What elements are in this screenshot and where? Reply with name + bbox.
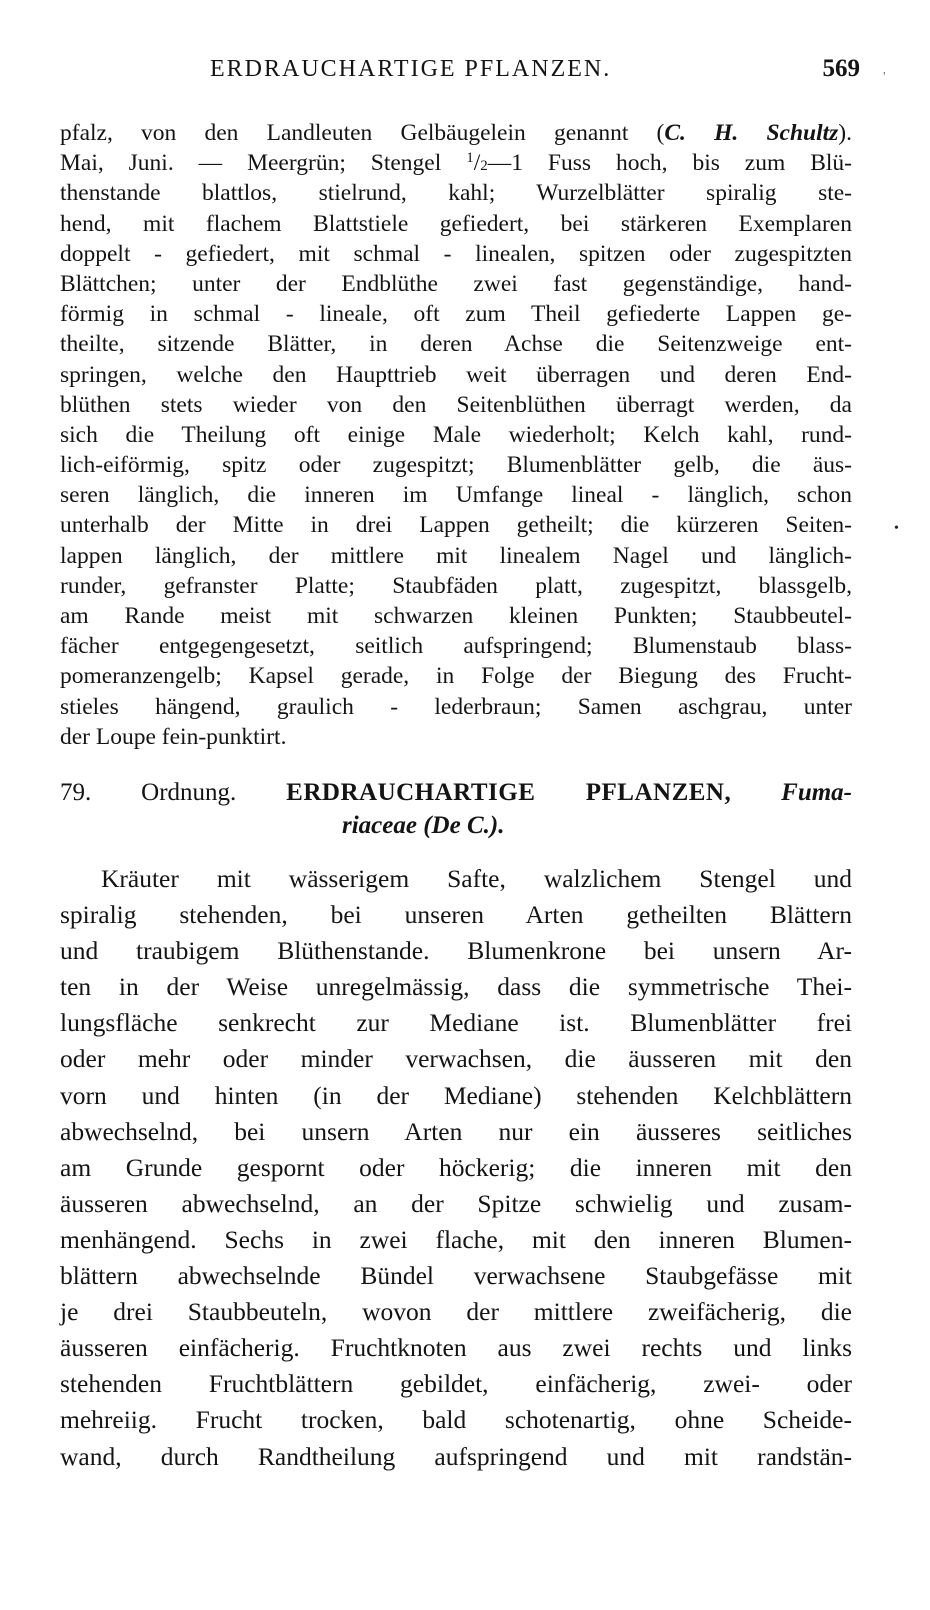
text-line: Blättchen; unter der Endblüthe zwei fast gegenständige, hand- xyxy=(60,270,852,297)
text-line: am Grunde gespornt oder höckerig; die inneren mit den xyxy=(60,1152,852,1182)
heading-line xyxy=(60,775,852,811)
text-line: doppelt - gefiedert, mit schmal - linealen, spitzen oder zugespitzten xyxy=(60,240,852,267)
species-description xyxy=(60,118,852,752)
order-number: 79. Ordnung. xyxy=(60,779,237,806)
text-line: pomeranzengelb; Kapsel gerade, in Folge der Biegung des Frucht- xyxy=(60,663,852,690)
text-line: je drei Staubbeuteln, wovon der mittlere zweifächerig, die xyxy=(60,1297,852,1327)
text-line: runder, gefranster Platte; Staubfäden platt, zugespitzt, blassgelb, xyxy=(60,572,852,599)
text-line: blättern abwechselnde Bündel verwachsene Staubgefässe mit xyxy=(60,1261,852,1291)
fraction-numerator: 1 xyxy=(466,150,474,167)
latin-name-continued: riaceae (De C.). xyxy=(342,812,505,839)
latin-name: Fuma- xyxy=(781,779,852,806)
text-line: seren länglich, die inneren im Umfange lineal - länglich, schon xyxy=(60,482,852,509)
text-line: ten in der Weise unregelmässig, dass die symmetrische Thei- xyxy=(60,972,852,1002)
text-line: menhängend. Sechs in zwei flache, mit den inneren Blumen- xyxy=(60,1224,852,1254)
text-run: pfalz, von den Landleuten Gelbäugelein genannt ( xyxy=(60,120,665,146)
text-line: der Loupe fein-punktirt. xyxy=(60,723,287,750)
text-line xyxy=(60,118,852,148)
text-line: stehenden Fruchtblättern gebildet, einfächerig, zwei- oder xyxy=(60,1369,852,1399)
margin-mark: ' xyxy=(883,70,886,85)
order-description xyxy=(60,861,852,1475)
text-line: unterhalb der Mitte in drei Lappen getheilt; die kürzeren Seiten- xyxy=(60,512,852,539)
text-line xyxy=(60,148,852,178)
running-title: ERDRAUCHARTIGE PFLANZEN. xyxy=(210,56,612,82)
text-line: wand, durch Randtheilung aufspringend und mit randstän- xyxy=(60,1441,852,1471)
text-line: fächer entgegengesetzt, seitlich aufspringend; Blumenstaub blass- xyxy=(60,633,852,660)
text-line: lappen länglich, der mittlere mit linealem Nagel und länglich- xyxy=(60,542,852,569)
text-line: theilte, sitzende Blätter, in deren Achse die Seitenzweige ent- xyxy=(60,331,852,358)
text-line: thenstande blattlos, stielrund, kahl; Wurzelblätter spiralig ste- xyxy=(60,180,852,207)
page-header xyxy=(60,56,860,96)
text-run: Mai, Juni. — Meergrün; Stengel xyxy=(60,150,467,177)
order-title: ERDRAUCHARTIGE PFLANZEN, xyxy=(286,779,732,806)
text-line: hend, mit flachem Blattstiele gefiedert, bei stärkeren Exemplaren xyxy=(60,210,852,237)
text-line: am Rande meist mit schwarzen kleinen Punkten; Staubbeutel- xyxy=(60,603,852,629)
text-line: vorn und hinten (in der Mediane) stehenden Kelchblättern xyxy=(60,1080,852,1110)
text-line: springen, welche den Haupttrieb weit überragen und deren End- xyxy=(60,361,852,388)
text-line: und traubigem Blüthenstande. Blumenkrone bei unsern Ar- xyxy=(60,936,852,966)
section-heading xyxy=(60,775,852,841)
author-citation: C. H. Schultz xyxy=(664,120,839,146)
margin-dot: • xyxy=(894,521,899,536)
text-line: oder mehr oder minder verwachsen, die äusseren mit den xyxy=(60,1044,852,1074)
text-run: —1 Fuss hoch, bis zum Blü- xyxy=(487,150,852,177)
text-line: stieles hängend, graulich - lederbraun; Samen aschgrau, unter xyxy=(60,693,852,720)
text-line: äusseren einfächerig. Fruchtknoten aus zwei rechts und links xyxy=(60,1333,852,1363)
text-line: äusseren abwechselnd, an der Spitze schwielig und zusam- xyxy=(60,1188,852,1218)
text-line: spiralig stehenden, bei unseren Arten getheilten Blättern xyxy=(60,900,852,930)
text-line: förmig in schmal - lineale, oft zum Theil gefiederte Lappen ge- xyxy=(60,301,852,328)
text-line: blüthen stets wieder von den Seitenblüthen überragt werden, da xyxy=(60,391,852,418)
fraction-denominator: 2 xyxy=(480,158,488,175)
text-line: lungsfläche senkrecht zur Mediane ist. Blumenblätter frei xyxy=(60,1008,852,1038)
text-run: ). xyxy=(838,120,852,146)
text-line: mehreiig. Frucht trocken, bald schotenartig, ohne Scheide- xyxy=(60,1405,852,1435)
page-number: 569 xyxy=(822,55,860,82)
text-line: sich die Theilung oft einige Male wiederholt; Kelch kahl, rund- xyxy=(60,421,852,448)
fraction-slash: / xyxy=(473,150,481,177)
text-line: lich-eiförmig, spitz oder zugespitzt; Blumenblätter gelb, die äus- xyxy=(60,452,852,479)
text-line: Kräuter mit wässerigem Safte, walzlichem Stengel und xyxy=(101,864,852,893)
text-line: abwechselnd, bei unsern Arten nur ein äusseres seitliches xyxy=(60,1116,852,1146)
